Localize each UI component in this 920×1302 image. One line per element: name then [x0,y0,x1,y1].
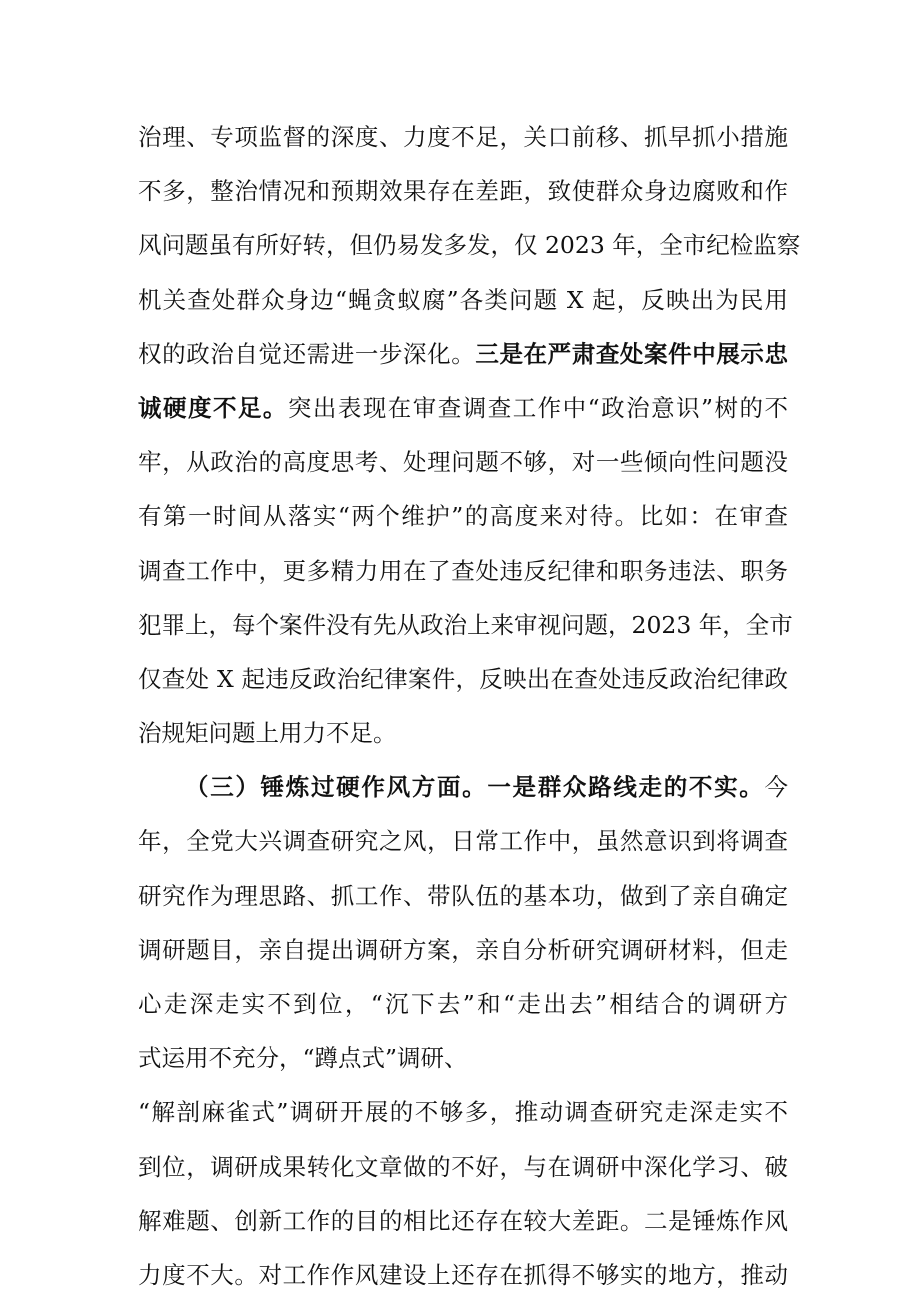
text-line [138,218,801,272]
text-run: 有第一时间从落实“两个维护”的高度来对待。比如：在审查 [138,502,788,531]
text-run: 年，全党大兴调查研究之风，日常工作中，虽然意识到将调查 [138,827,788,856]
text-run: 犯罪上，每个案件没有先从政治上来审视问题，2023 年，全市 [138,610,793,639]
text-run: 调研题目，亲自提出调研方案，亲自分析研究调研材料，但走 [138,935,788,964]
text-run: 风问题虽有所好转，但仍易发多发，仅 2023 年，全市纪检监察 [138,231,801,260]
text-line [138,544,788,598]
text-run: 仅查处 X 起违反政治纪律案件，反映出在查处违反政治纪律政 [138,664,788,693]
text-run: 到位，调研成果转化文章做的不好，与在调研中深化学习、破 [138,1152,788,1181]
text-line [138,489,788,543]
text-run: 心走深走实不到位，“沉下去”和“走出去”相结合的调研方 [138,990,788,1018]
text-line [138,435,788,489]
text-run: 研究作为理思路、抓工作、带队伍的基本功，做到了亲自确定 [138,881,788,910]
document-body [138,110,801,1302]
text-line [138,923,788,977]
bold-text-run: 三是在严肃查处案件中展示忠 [475,339,789,368]
text-line [138,814,788,868]
text-run: 今 [764,773,788,802]
text-line [138,164,788,218]
text-run: 权的政治自觉还需进一步深化。 [138,339,476,368]
text-line [138,598,793,652]
text-run: 力度不大。对工作作风建设上还存在抓得不够实的地方，推动 [138,1260,788,1289]
bold-text-run: 诚硬度不足。 [138,393,288,422]
text-line [138,977,788,1031]
text-line [138,869,788,923]
text-run: 不多，整治情况和预期效果存在差距，致使群众身边腐败和作 [138,177,788,206]
text-line [138,1085,788,1139]
text-line [138,1194,788,1248]
section-heading-line [138,760,788,814]
text-line-short [138,1031,788,1085]
text-line-paragraph-end [138,706,788,760]
text-line [138,381,788,435]
text-run: 牢，从政治的高度思考、处理问题不够，对一些倾向性问题没 [138,448,788,477]
text-line [138,1140,788,1194]
text-line [138,110,788,164]
section-heading: （三）锤炼过硬作风方面。一是群众路线走的不实。 [185,773,765,802]
text-run: 调查工作中，更多精力用在了查处违反纪律和职务违法、职务 [138,556,788,585]
text-line [138,1248,788,1302]
text-line [138,652,788,706]
text-run: 机关查处群众身边“蝇贪蚁腐”各类问题 X 起，反映出为民用 [138,285,788,314]
text-run: 治规矩问题上用力不足。 [138,719,397,748]
text-line [138,327,788,381]
text-run: “解剖麻雀式”调研开展的不够多，推动调查研究走深走实不 [138,1098,788,1127]
text-run: 治理、专项监督的深度、力度不足，关口前移、抓早抓小措施 [138,123,788,151]
text-run: 突出表现在审查调查工作中“政治意识”树的不 [287,393,789,422]
text-run: 解难题、创新工作的目的相比还存在较大差距。二是锤炼作风 [138,1206,788,1235]
text-run: 式运用不充分，“蹲点式”调研、 [138,1044,468,1073]
text-line [138,273,788,327]
